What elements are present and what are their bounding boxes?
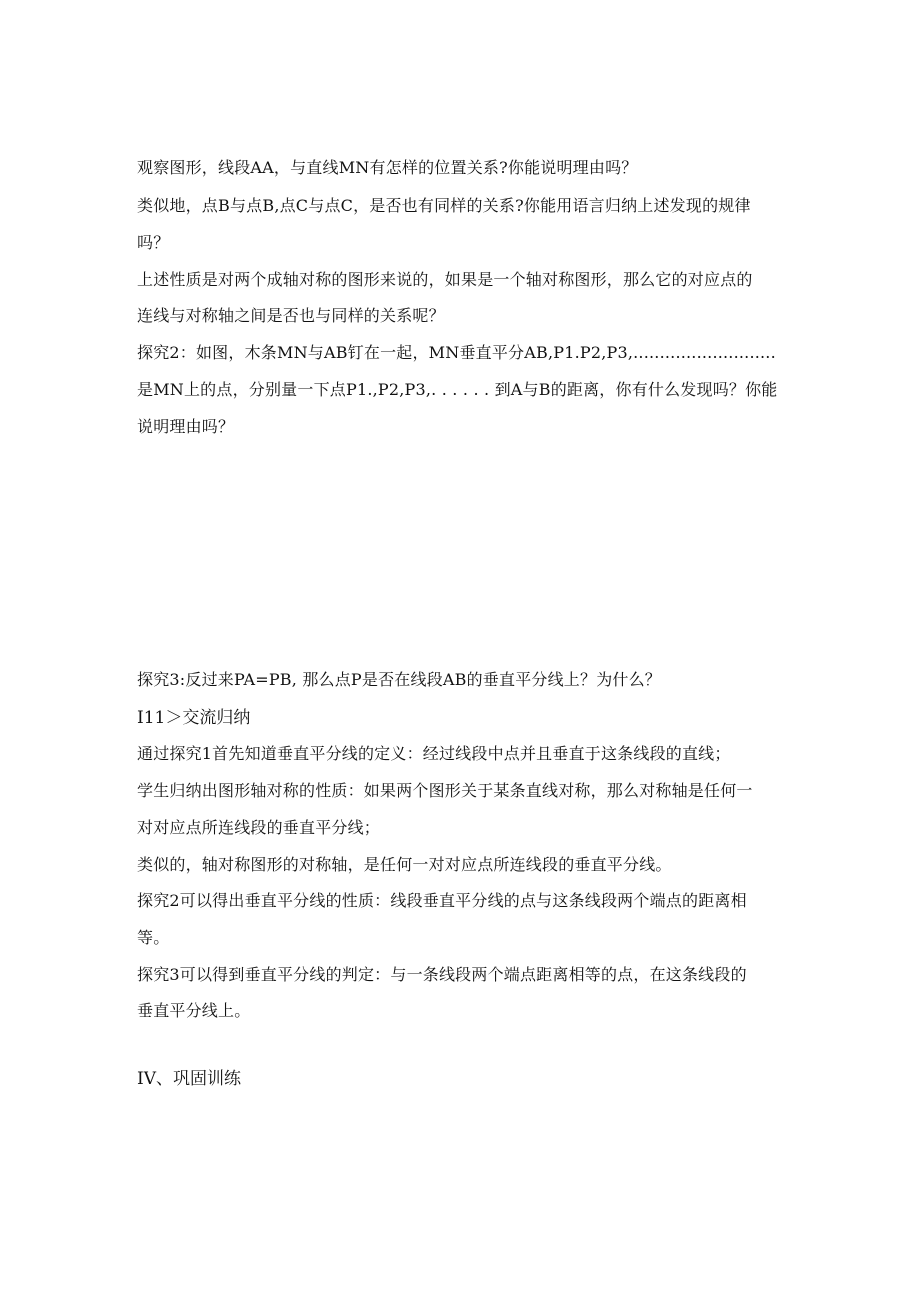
summary-symmetry-line1: 学生归纳出图形轴对称的性质：如果两个图形关于某条直线对称，那么对称轴是任何一 (137, 781, 753, 800)
paragraph-explore2-line2: 是MN上的点，分别量一下点P1.,P2,P3,. . . . . . 到A与B的距离，你有什么发现吗？你能 (137, 380, 778, 399)
paragraph-explore2-line3: 说明理由吗？ (137, 417, 235, 436)
summary-criterion-line1: 探究3可以得到垂直平分线的判定：与一条线段两个端点距离相等的点，在这条线段的 (137, 965, 747, 984)
paragraph-similar-line2: 吗？ (137, 233, 170, 252)
paragraph-property-line1: 上述性质是对两个成轴对称的图形来说的，如果是一个轴对称图形，那么它的对应点的 (137, 270, 753, 289)
paragraph-observe-figure: 观察图形，线段AA，与直线MN有怎样的位置关系?你能说明理由吗？ (137, 158, 638, 177)
section-heading-practice: IV、巩固训练 (137, 1069, 241, 1089)
summary-axis-figure: 类似的，轴对称图形的对称轴，是任何一对对应点所连线段的垂直平分线。 (137, 855, 672, 874)
paragraph-similar-line1: 类似地，点B与点B,点C与点C，是否也有同样的关系?你能用语言归纳上述发现的规律 (137, 196, 751, 215)
summary-symmetry-line2: 对对应点所连线段的垂直平分线； (137, 818, 381, 837)
paragraph-explore2-line1: 探究2：如图，木条MN与AB钉在一起，MN垂直平分AB,P1.P2,P3,........................... (137, 343, 776, 362)
summary-property-line1: 探究2可以得出垂直平分线的性质：线段垂直平分线的点与这条线段两个端点的距离相 (137, 891, 747, 910)
section-heading-summary: I11＞交流归纳 (137, 708, 251, 728)
summary-definition: 通过探究1首先知道垂直平分线的定义：经过线段中点并且垂直于这条线段的直线； (137, 744, 731, 763)
summary-property-line2: 等。 (137, 928, 170, 947)
paragraph-explore3: 探究3:反过来PA=PB, 那么点P是否在线段AB的垂直平分线上？为什么？ (137, 670, 662, 689)
summary-criterion-line2: 垂直平分线上。 (137, 1001, 251, 1020)
paragraph-property-line2: 连线与对称轴之间是否也与同样的关系呢？ (137, 306, 445, 325)
figure-blank-space (137, 445, 787, 660)
